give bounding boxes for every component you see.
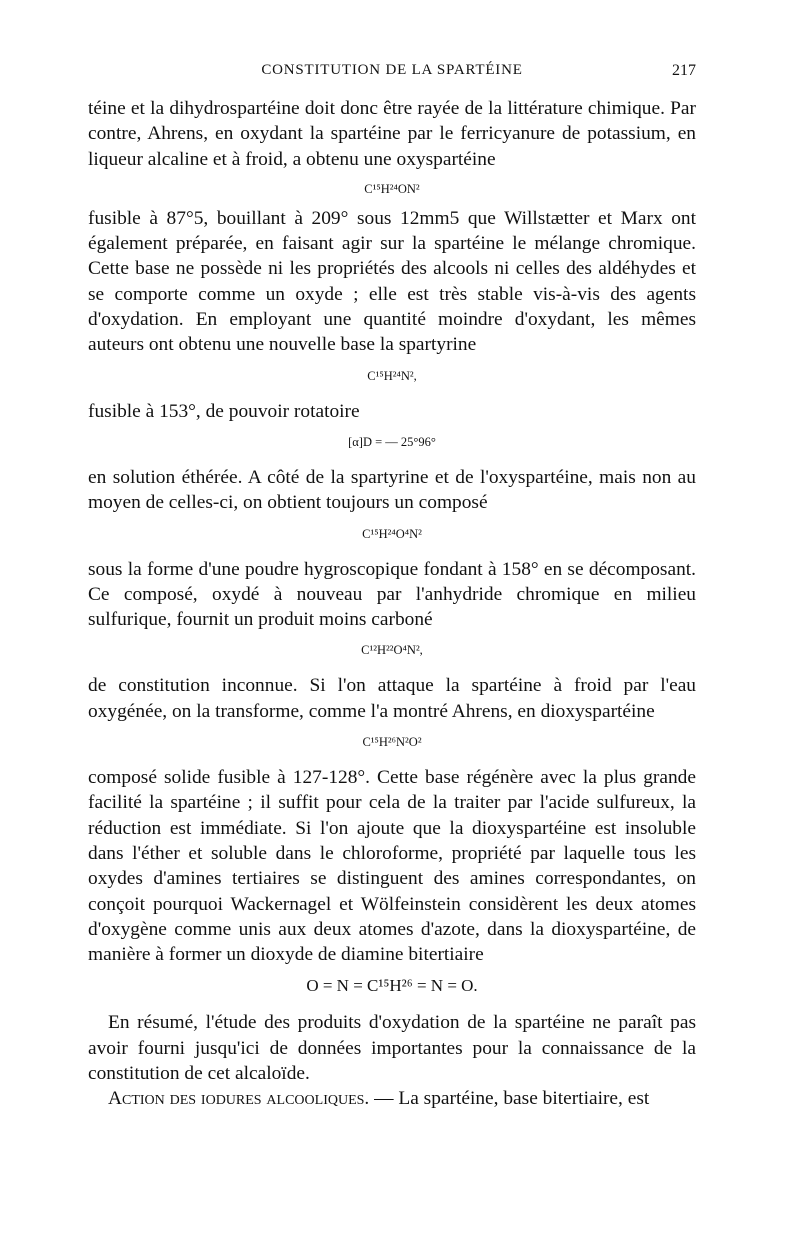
formula-rotatory-power: [α]D = — 25°96° <box>348 434 436 449</box>
formula-dioxyde: O = N = C¹⁵H²⁶ = N = O. <box>306 976 478 996</box>
paragraph: sous la forme d'une poudre hygroscopique fondant à 158° en se décomposant. Ce composé, oxydé à nouveau par l'anhydride chromique en milieu sulfurique, fournit un produit moins carboné <box>88 558 696 631</box>
paragraph: fusible à 87°5, bouillant à 209° sous 12mm5 que Willstætter et Marx ont également préparée, en faisant agir sur la spartéine le mélange chromique. Cette base ne possède ni les propriétés des alcools ni celles des aldéhydes et se comporte comme un oxyde ; elle est très stable vis-à-vis des agents d'oxydation. En employant une quantité moindre d'oxydant, les mêmes auteurs ont obtenu une nouvelle base la spartyrine <box>88 207 696 356</box>
formula-oxysparteine: C¹⁵H²⁴ON² <box>364 181 420 196</box>
running-head <box>88 62 696 88</box>
page-number: 217 <box>672 62 696 79</box>
paragraph: en solution éthérée. A côté de la spartyrine et de l'oxyspartéine, mais non au moyen de celles-ci, on obtient toujours un composé <box>88 466 696 514</box>
section-text: — La spartéine, base bitertiaire, est <box>369 1088 650 1110</box>
paragraph-section-start <box>88 1086 696 1111</box>
body-text <box>88 96 696 1112</box>
paragraph: fusible à 153°, de pouvoir rotatoire <box>88 400 360 422</box>
formula-spartyrine: C¹⁵H²⁴N², <box>367 368 417 383</box>
formula-dioxysparteine: C¹⁵H²⁶N²O² <box>362 735 422 750</box>
paragraph: de constitution inconnue. Si l'on attaque la spartéine à froid par l'eau oxygénée, on la transforme, comme l'a montré Ahrens, en dioxyspartéine <box>88 675 696 722</box>
section-heading: Action des iodures alcooliques. <box>108 1088 370 1110</box>
running-title: CONSTITUTION DE LA SPARTÉINE <box>261 62 523 78</box>
paragraph: composé solide fusible à 127-128°. Cette base régénère avec la plus grande facilité la spartéine ; il suffit pour cela de la traiter par l'acide sulfureux, la réduction est immédiate. Si l'on ajoute que la dioxyspartéine est insoluble dans l'éther et soluble dans le chloroforme, propriété par laquelle tous les oxydes d'amines tertiaires se distinguent des amines correspondantes, on conçoit pourquoi Wackernagel et Wölfeinstein considèrent les deux atomes d'oxygène comme unis aux deux atomes d'azote, dans la dioxyspartéine, de manière à former un dioxyde de diamine bitertiaire <box>88 767 696 966</box>
paragraph: En résumé, l'étude des produits d'oxydation de la spartéine ne paraît pas avoir fourni jusqu'ici de données importantes pour la connaissance de la constitution de cet alcaloïde. <box>88 1012 696 1085</box>
paragraph: téine et la dihydrospartéine doit donc être rayée de la littérature chimique. Par contre, Ahrens, en oxydant la spartéine par le ferricyanure de potassium, en liqueur alcaline et à froid, a obtenu une oxyspartéine <box>88 98 696 170</box>
formula-compose: C¹⁵H²⁴O⁴N² <box>362 526 422 541</box>
formula-produit: C¹²H²²O⁴N², <box>361 643 423 658</box>
